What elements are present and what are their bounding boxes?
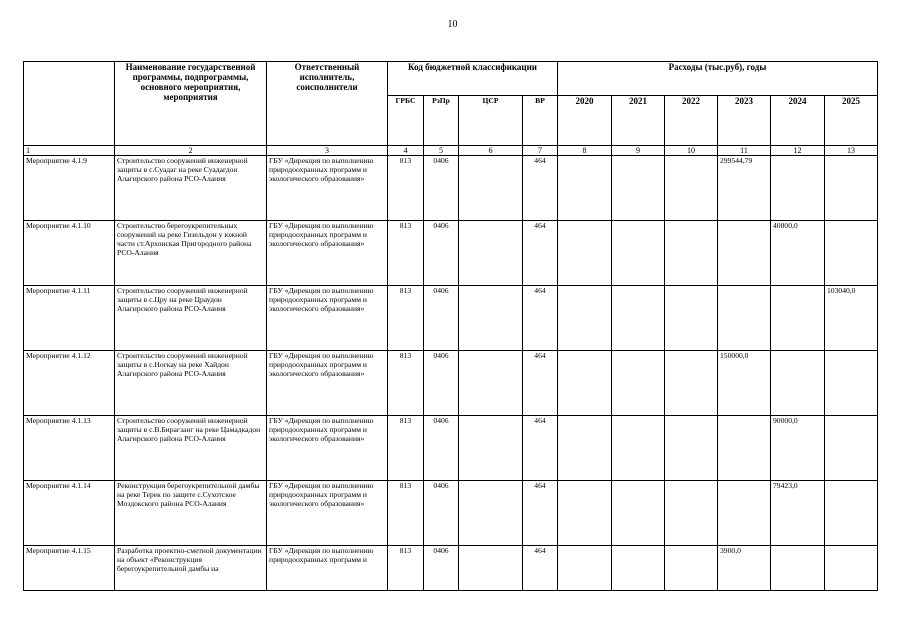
responsible-executor: ГБУ «Дирекция по выполнению природоохранных программ и	[267, 546, 388, 591]
header-name: Наименование государственной программы, подпрограммы, основного мероприятия, мероприятия	[115, 62, 267, 146]
expense-2023	[718, 481, 771, 546]
expense-2021	[612, 546, 665, 591]
expense-2022	[665, 546, 718, 591]
expense-2025: 103040,0	[825, 286, 878, 351]
code-grbs: 813	[388, 286, 424, 351]
measure-name: Реконструкция берегоукрепительной дамбы на реке Терек по защите с.Сухотское Моздокского района РСО-Алания	[115, 481, 267, 546]
code-rzpr: 0406	[424, 416, 459, 481]
header-expenses: Расходы (тыс.руб), годы	[558, 62, 878, 96]
budget-table	[23, 61, 878, 591]
expense-2023: 150000,0	[718, 351, 771, 416]
code-csr	[459, 221, 523, 286]
expense-2020	[558, 286, 612, 351]
expense-2022	[665, 286, 718, 351]
code-grbs: 813	[388, 416, 424, 481]
header-responsible: Ответственный исполнитель, соисполнители	[267, 62, 388, 146]
header-year: 2024	[771, 96, 825, 146]
page-number: 10	[447, 19, 458, 30]
code-vr: 464	[523, 221, 558, 286]
expense-2024	[771, 156, 825, 221]
expense-2021	[612, 156, 665, 221]
code-grbs: 813	[388, 546, 424, 591]
header-code-grbs: ГРБС	[388, 96, 424, 146]
expense-2020	[558, 156, 612, 221]
expense-2023	[718, 286, 771, 351]
column-number: 2	[115, 146, 267, 156]
expense-2024	[771, 546, 825, 591]
expense-2022	[665, 156, 718, 221]
code-csr	[459, 546, 523, 591]
table-row	[24, 221, 878, 286]
measure-id: Мероприятие 4.1.9	[24, 156, 115, 221]
header-budget-code: Код бюджетной классификации	[388, 62, 558, 96]
column-number: 13	[825, 146, 878, 156]
code-vr: 464	[523, 156, 558, 221]
expense-2020	[558, 416, 612, 481]
expense-2025	[825, 156, 878, 221]
responsible-executor: ГБУ «Дирекция по выполнению природоохранных программ и экологического образования»	[267, 286, 388, 351]
measure-id: Мероприятие 4.1.13	[24, 416, 115, 481]
responsible-executor: ГБУ «Дирекция по выполнению природоохранных программ и экологического образования»	[267, 156, 388, 221]
code-csr	[459, 286, 523, 351]
code-grbs: 813	[388, 481, 424, 546]
code-vr: 464	[523, 481, 558, 546]
table-row	[24, 481, 878, 546]
expense-2021	[612, 351, 665, 416]
expense-2023: 3900,0	[718, 546, 771, 591]
responsible-executor: ГБУ «Дирекция по выполнению природоохранных программ и экологического образования»	[267, 221, 388, 286]
measure-name: Строительство сооружений инженерной защиты в с.Ногкау на реке Хайдон Алагирского района РСО-Алания	[115, 351, 267, 416]
header-empty-cell	[24, 62, 115, 146]
code-csr	[459, 416, 523, 481]
expense-2025	[825, 351, 878, 416]
measure-name: Строительство берегоукрепительных сооружений на реке Гизельдон у южной части ст.Архонская Пригородного района РСО-Алания	[115, 221, 267, 286]
column-number: 10	[665, 146, 718, 156]
expense-2025	[825, 546, 878, 591]
expense-2023: 299544,79	[718, 156, 771, 221]
expense-2020	[558, 481, 612, 546]
expense-2020	[558, 221, 612, 286]
measure-id: Мероприятие 4.1.11	[24, 286, 115, 351]
header-year: 2020	[558, 96, 612, 146]
expense-2025	[825, 481, 878, 546]
header-code-rzpr: РзПр	[424, 96, 459, 146]
responsible-executor: ГБУ «Дирекция по выполнению природоохранных программ и экологического образования»	[267, 351, 388, 416]
responsible-executor: ГБУ «Дирекция по выполнению природоохранных программ и экологического образования»	[267, 416, 388, 481]
expense-2023	[718, 416, 771, 481]
table-row	[24, 286, 878, 351]
header-year: 2025	[825, 96, 878, 146]
column-number: 5	[424, 146, 459, 156]
column-number: 9	[612, 146, 665, 156]
header-year: 2022	[665, 96, 718, 146]
expense-2025	[825, 221, 878, 286]
code-vr: 464	[523, 351, 558, 416]
expense-2022	[665, 221, 718, 286]
measure-id: Мероприятие 4.1.14	[24, 481, 115, 546]
code-rzpr: 0406	[424, 156, 459, 221]
expense-2021	[612, 416, 665, 481]
expense-2025	[825, 416, 878, 481]
column-number: 1	[24, 146, 115, 156]
expense-2020	[558, 546, 612, 591]
table-row	[24, 351, 878, 416]
code-rzpr: 0406	[424, 546, 459, 591]
column-number: 4	[388, 146, 424, 156]
measure-id: Мероприятие 4.1.10	[24, 221, 115, 286]
code-rzpr: 0406	[424, 351, 459, 416]
column-number: 6	[459, 146, 523, 156]
code-grbs: 813	[388, 351, 424, 416]
header-year: 2023	[718, 96, 771, 146]
expense-2021	[612, 481, 665, 546]
header-year: 2021	[612, 96, 665, 146]
table-row	[24, 416, 878, 481]
header-code-vr: ВР	[523, 96, 558, 146]
expense-2024: 40800,0	[771, 221, 825, 286]
expense-2022	[665, 351, 718, 416]
code-csr	[459, 156, 523, 221]
expense-2024: 90000,0	[771, 416, 825, 481]
expense-2024	[771, 286, 825, 351]
code-vr: 464	[523, 286, 558, 351]
header-code-csr: ЦСР	[459, 96, 523, 146]
table-row	[24, 546, 878, 591]
measure-name: Разработка проектно-сметной документации на объект «Реконструкция берегоукрепительной дамбы на	[115, 546, 267, 591]
responsible-executor: ГБУ «Дирекция по выполнению природоохранных программ и экологического образования»	[267, 481, 388, 546]
expense-2022	[665, 481, 718, 546]
code-rzpr: 0406	[424, 221, 459, 286]
code-rzpr: 0406	[424, 286, 459, 351]
measure-id: Мероприятие 4.1.15	[24, 546, 115, 591]
code-csr	[459, 481, 523, 546]
code-csr	[459, 351, 523, 416]
code-vr: 464	[523, 416, 558, 481]
expense-2024	[771, 351, 825, 416]
column-number: 8	[558, 146, 612, 156]
measure-name: Строительство сооружений инженерной защиты в с.Суадаг на реке Суадагдон Алагирского района РСО-Алания	[115, 156, 267, 221]
expense-2021	[612, 221, 665, 286]
measure-name: Строительство сооружений инженерной защиты в с.Цру на реке Цраудон Алагирского района РСО-Алания	[115, 286, 267, 351]
table-row	[24, 156, 878, 221]
column-number: 7	[523, 146, 558, 156]
code-rzpr: 0406	[424, 481, 459, 546]
expense-2020	[558, 351, 612, 416]
column-number: 3	[267, 146, 388, 156]
column-number: 11	[718, 146, 771, 156]
expense-2024: 79423,0	[771, 481, 825, 546]
expense-2021	[612, 286, 665, 351]
measure-id: Мероприятие 4.1.12	[24, 351, 115, 416]
code-grbs: 813	[388, 156, 424, 221]
expense-2023	[718, 221, 771, 286]
measure-name: Строительство сооружений инженерной защиты в с.В.Бирагзанг на реке Цамадкадон Алагирского района РСО-Алания	[115, 416, 267, 481]
expense-2022	[665, 416, 718, 481]
code-vr: 464	[523, 546, 558, 591]
column-number: 12	[771, 146, 825, 156]
code-grbs: 813	[388, 221, 424, 286]
